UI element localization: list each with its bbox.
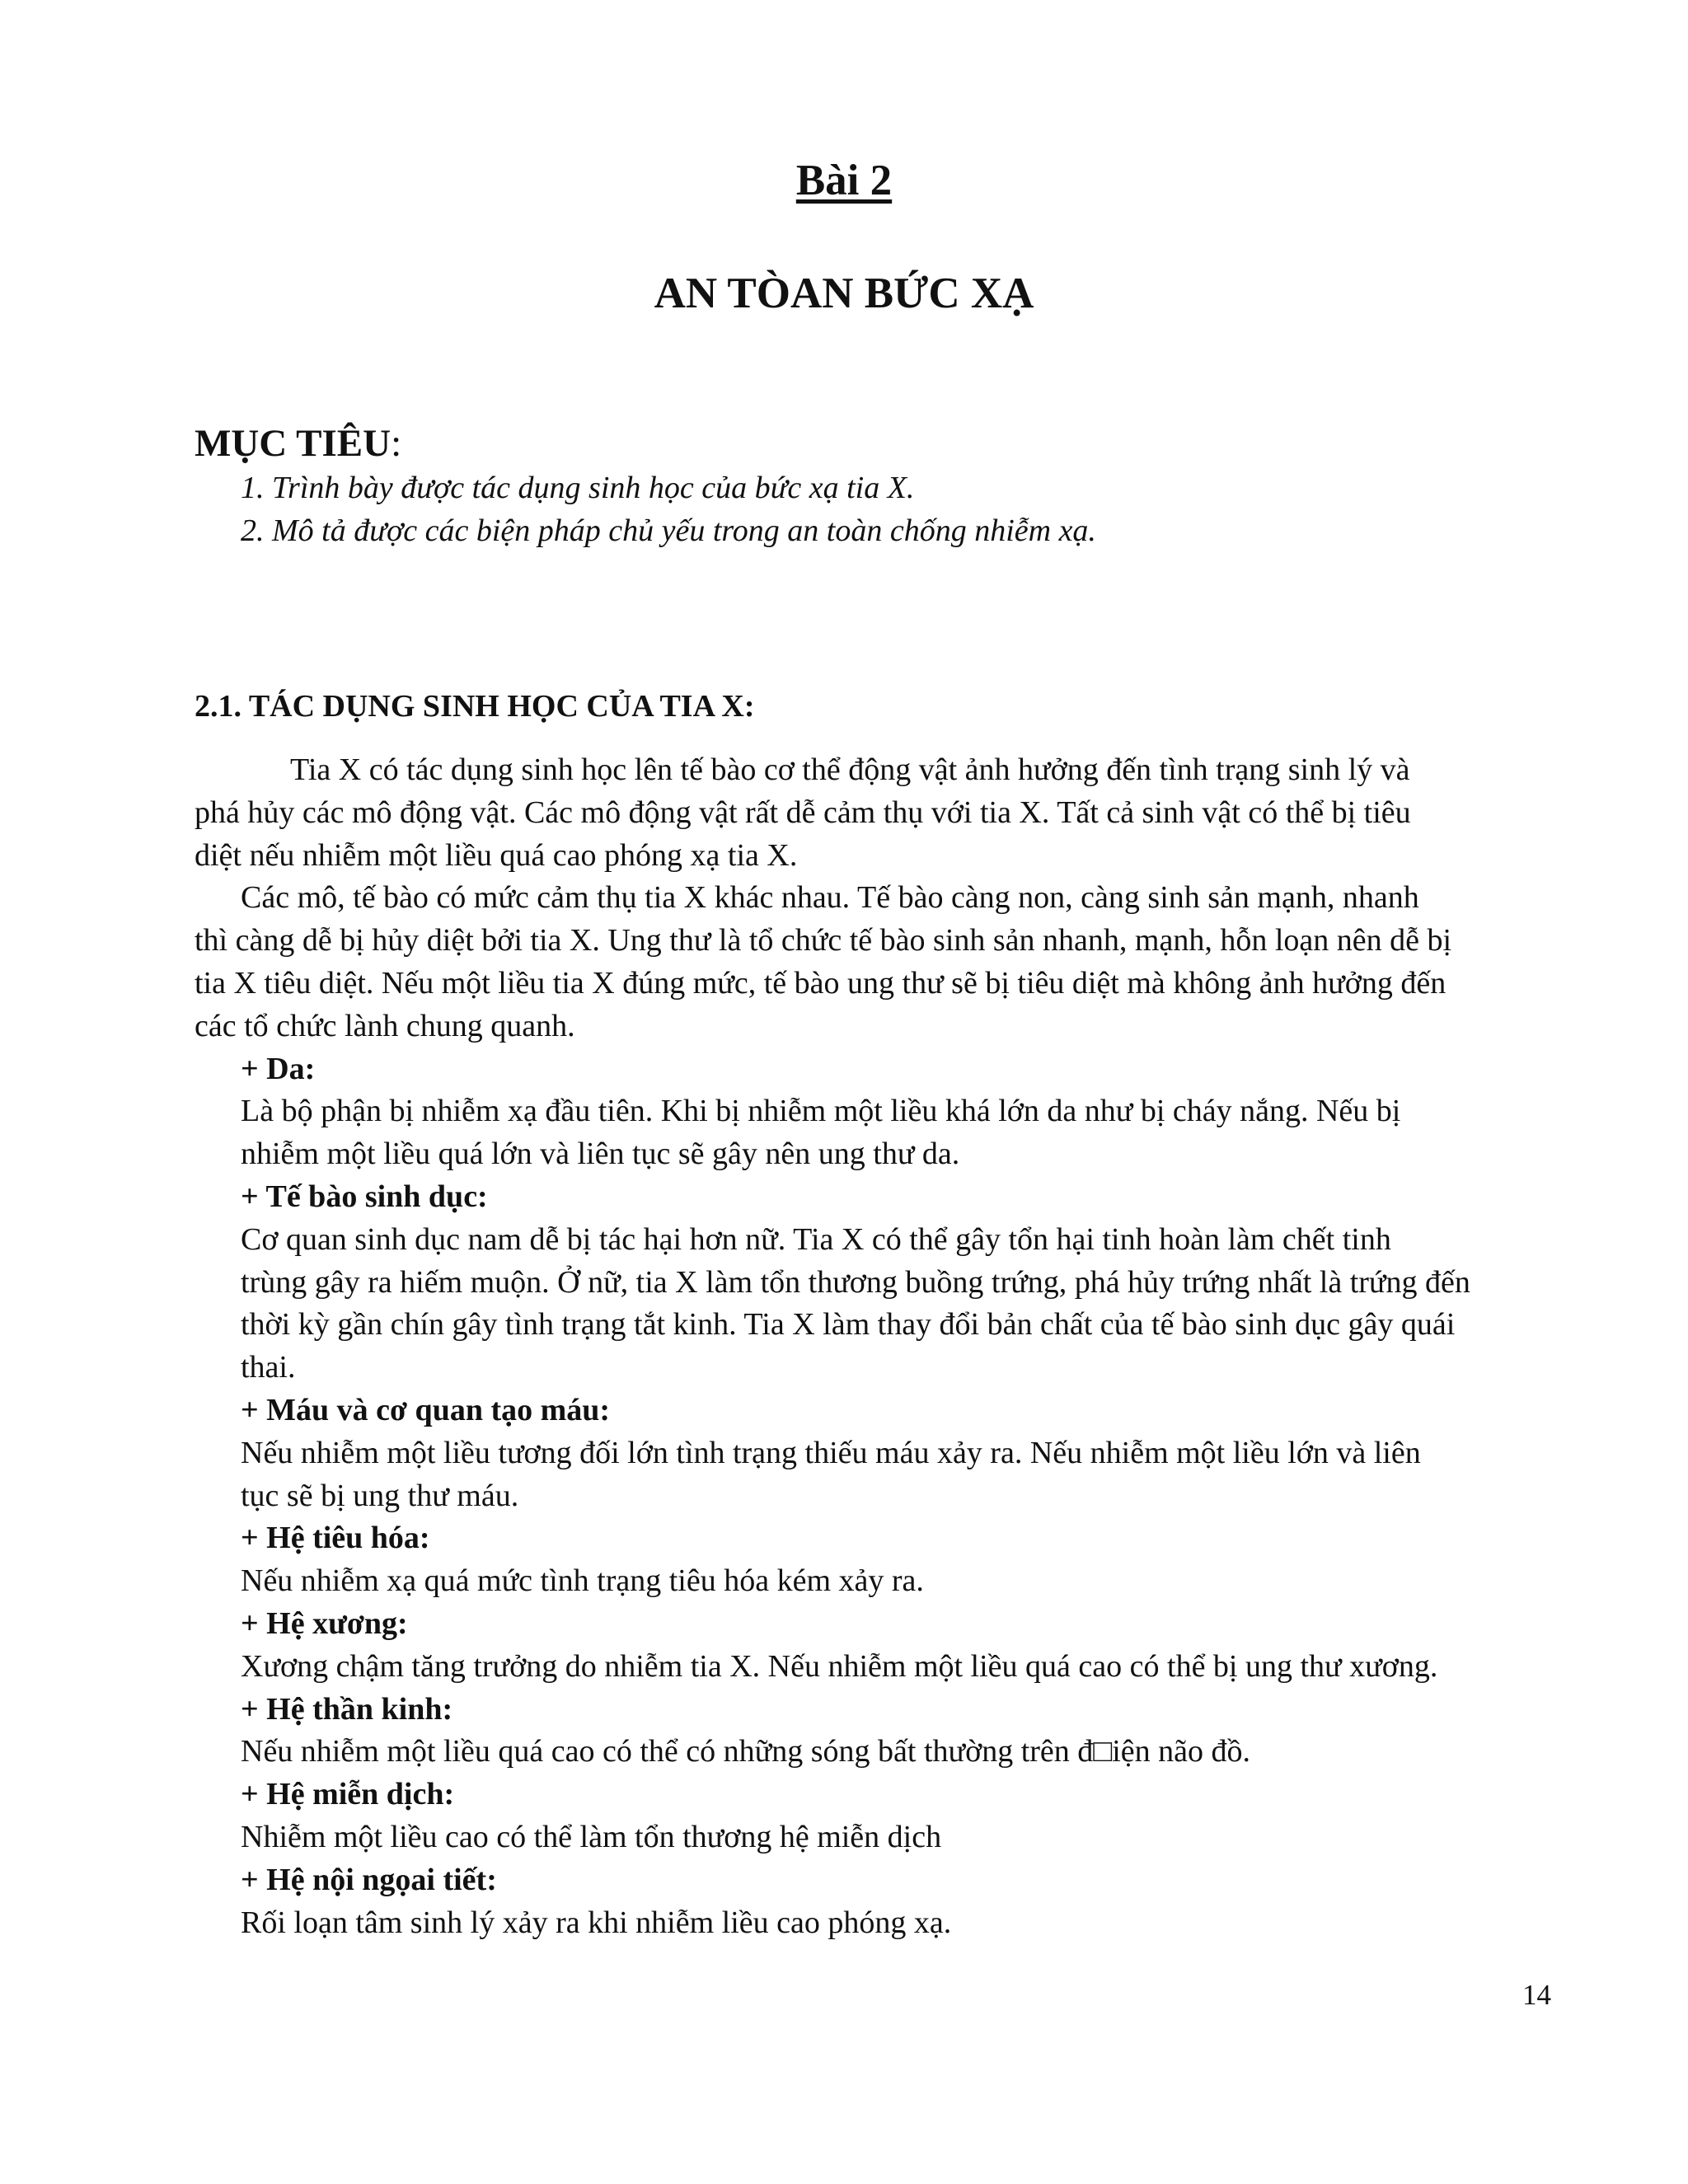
subsection-title-skeletal: + Hệ xương:	[241, 1605, 408, 1641]
subsection-line: Nhiễm một liều cao có thể làm tổn thương hệ miễn dịch	[241, 1819, 942, 1854]
subsection-line: Xương chậm tăng trưởng do nhiễm tia X. Nếu nhiễm một liều quá cao có thể bị ung thư xương.	[241, 1648, 1438, 1684]
page-number: 14	[1522, 1979, 1551, 2011]
subsection-line: Là bộ phận bị nhiễm xạ đầu tiên. Khi bị nhiễm một liều khá lớn da như bị cháy nắng. Nếu bị	[241, 1094, 1401, 1129]
subsection-line: tục sẽ bị ung thư máu.	[241, 1478, 519, 1513]
objectives-heading	[195, 420, 401, 466]
subsection-line: Nếu nhiễm xạ quá mức tình trạng tiêu hóa kém xảy ra.	[241, 1563, 924, 1599]
paragraph-line: phá hủy các mô động vật. Các mô động vật rất dễ cảm thụ với tia X. Tất cả sinh vật có thể bị tiêu	[195, 794, 1411, 830]
objectives-heading-label: MỤC TIÊU	[195, 422, 392, 465]
subsection-title-endocrine: + Hệ nội ngọai tiết:	[241, 1862, 497, 1897]
objective-item: 2. Mô tả được các biện pháp chủ yếu trong an toàn chống nhiễm xạ.	[241, 513, 1096, 548]
objectives-list	[241, 466, 1096, 552]
subsection-line: trùng gây ra hiếm muộn. Ở nữ, tia X làm tổn thương buồng trứng, phá hủy trứng nhất là trứng đến	[241, 1264, 1470, 1300]
subsection-line: Nếu nhiễm một liều quá cao có thể có những sóng bất thường trên đ□iện não đồ.	[241, 1734, 1251, 1769]
paragraph-line: diệt nếu nhiễm một liều quá cao phóng xạ tia X.	[195, 837, 798, 873]
subsection-title-immune: + Hệ miễn dịch:	[241, 1777, 455, 1812]
subsection-line: thời kỳ gần chín gây tình trạng tắt kinh. Tia X làm thay đổi bản chất của tế bào sinh dục gây quái	[241, 1307, 1456, 1343]
subsection-title-digestive: + Hệ tiêu hóa:	[241, 1521, 430, 1556]
subsection-line: Cơ quan sinh dục nam dễ bị tác hại hơn nữ. Tia X có thể gây tổn hại tinh hoàn làm chết tinh	[241, 1221, 1391, 1257]
paragraph-line: Các mô, tế bào có mức cảm thụ tia X khác nhau. Tế bào càng non, càng sinh sản mạnh, nhanh	[241, 880, 1419, 916]
paragraph-line: thì càng dễ bị hủy diệt bởi tia X. Ung thư là tổ chức tế bào sinh sản nhanh, mạnh, hỗn loạn nên dễ bị	[195, 923, 1452, 958]
objectives-heading-colon: :	[391, 422, 402, 465]
subsection-title-skin: + Da:	[241, 1051, 316, 1086]
objective-item: 1. Trình bày được tác dụng sinh học của bức xạ tia X.	[241, 471, 915, 505]
lesson-title: AN TÒAN BỨC XẠ	[654, 269, 1034, 317]
lesson-number: Bài 2	[795, 157, 893, 204]
subsection-line: thai.	[241, 1350, 296, 1385]
subsection-line: Rối loạn tâm sinh lý xảy ra khi nhiễm liều cao phóng xạ.	[241, 1905, 952, 1940]
section-heading: 2.1. TÁC DỤNG SINH HỌC CỦA TIA X:	[195, 689, 755, 724]
paragraph-line: tia X tiêu diệt. Nếu một liều tia X đúng mức, tế bào ung thư sẽ bị tiêu diệt mà không ảnh hưởng đến	[195, 965, 1447, 1001]
paragraph-line: Tia X có tác dụng sinh học lên tế bào cơ thể động vật ảnh hưởng đến tình trạng sinh lý và	[290, 752, 1410, 787]
subsection-title-reproductive-cells: + Tế bào sinh dục:	[241, 1179, 488, 1214]
subsection-title-nervous: + Hệ thần kinh:	[241, 1691, 453, 1727]
subsection-line: Nếu nhiễm một liều tương đối lớn tình trạng thiếu máu xảy ra. Nếu nhiễm một liều lớn và liên	[241, 1435, 1421, 1470]
section-body	[195, 749, 1563, 1944]
subsection-title-blood: + Máu và cơ quan tạo máu:	[241, 1392, 611, 1427]
paragraph-line: các tổ chức lành chung quanh.	[195, 1008, 575, 1043]
subsection-line: nhiễm một liều quá lớn và liên tục sẽ gây nên ung thư da.	[241, 1137, 960, 1172]
